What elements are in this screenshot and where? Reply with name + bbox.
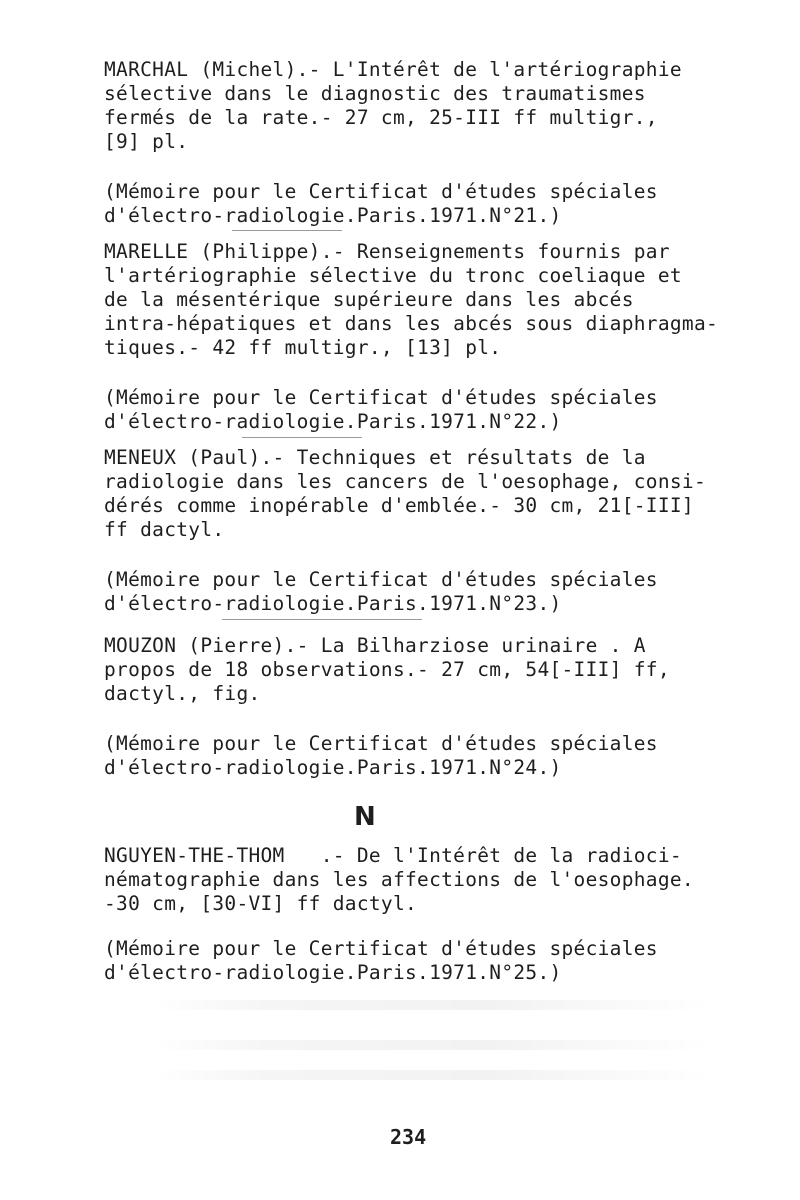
entry-text-line: de la mésentérique supérieure dans les abcés (104, 288, 634, 311)
entry-note-line: d'électro-radiologie.Paris.1971.N°25.) (104, 961, 562, 984)
entry-text-line: MARCHAL (Michel).- L'Intérêt de l'artériographie (104, 58, 682, 81)
entry-separator (242, 437, 362, 438)
entry-text-line: tiques.- 42 ff multigr., [13] pl. (104, 336, 502, 359)
entry-note-line: d'électro-radiologie.Paris.1971.N°21.) (104, 204, 562, 227)
entry-note-line: (Mémoire pour le Certificat d'études spéciales (104, 180, 658, 203)
entry-note-line: (Mémoire pour le Certificat d'études spéciales (104, 937, 658, 960)
entry-separator (222, 619, 422, 620)
bleed-through-shadow (152, 1070, 712, 1080)
entry-text-line: sélective dans le diagnostic des traumatismes (104, 82, 646, 105)
entry-text-line: propos de 18 observations.- 27 cm, 54[-III] ff, (104, 658, 670, 681)
bleed-through-shadow (152, 1040, 712, 1050)
entry-text-line: dérés comme inopérable d'emblée.- 30 cm, 21[-III] (104, 494, 694, 517)
entry-text-line: MENEUX (Paul).- Techniques et résultats de la (104, 446, 646, 469)
entry-text-line: ff dactyl. (104, 518, 225, 541)
entry-note-line: d'électro-radiologie.Paris.1971.N°23.) (104, 592, 562, 615)
entry-text-line: MOUZON (Pierre).- La Bilharziose urinaire . A (104, 634, 646, 657)
entry-text-line: l'artériographie sélective du tronc coeliaque et (104, 264, 682, 287)
entry-text-line: fermés de la rate.- 27 cm, 25-III ff multigr., (104, 106, 658, 129)
entry-separator (232, 230, 342, 231)
entry-text-line: -30 cm, [30-VI] ff dactyl. (104, 892, 418, 915)
section-letter: N (354, 802, 376, 832)
page-number: 234 (390, 1125, 427, 1149)
entry-note-line: d'électro-radiologie.Paris.1971.N°24.) (104, 756, 562, 779)
bleed-through-shadow (152, 1000, 712, 1010)
entry-text-line: NGUYEN-THE-THOM .- De l'Intérêt de la radioci- (104, 844, 682, 867)
entry-text-line: dactyl., fig. (104, 682, 261, 705)
entry-text-line: MARELLE (Philippe).- Renseignements fournis par (104, 240, 670, 263)
entry-text-line: [9] pl. (104, 130, 189, 153)
entry-text-line: intra-hépatiques et dans les abcés sous diaphragma- (104, 312, 719, 335)
entry-note-line: d'électro-radiologie.Paris.1971.N°22.) (104, 410, 562, 433)
entry-text-line: nématographie dans les affections de l'oesophage. (104, 868, 694, 891)
entry-note-line: (Mémoire pour le Certificat d'études spéciales (104, 386, 658, 409)
document-page (92, 0, 732, 1200)
entry-text-line: radiologie dans les cancers de l'oesophage, consi- (104, 470, 706, 493)
entry-note-line: (Mémoire pour le Certificat d'études spéciales (104, 568, 658, 591)
entry-note-line: (Mémoire pour le Certificat d'études spéciales (104, 732, 658, 755)
